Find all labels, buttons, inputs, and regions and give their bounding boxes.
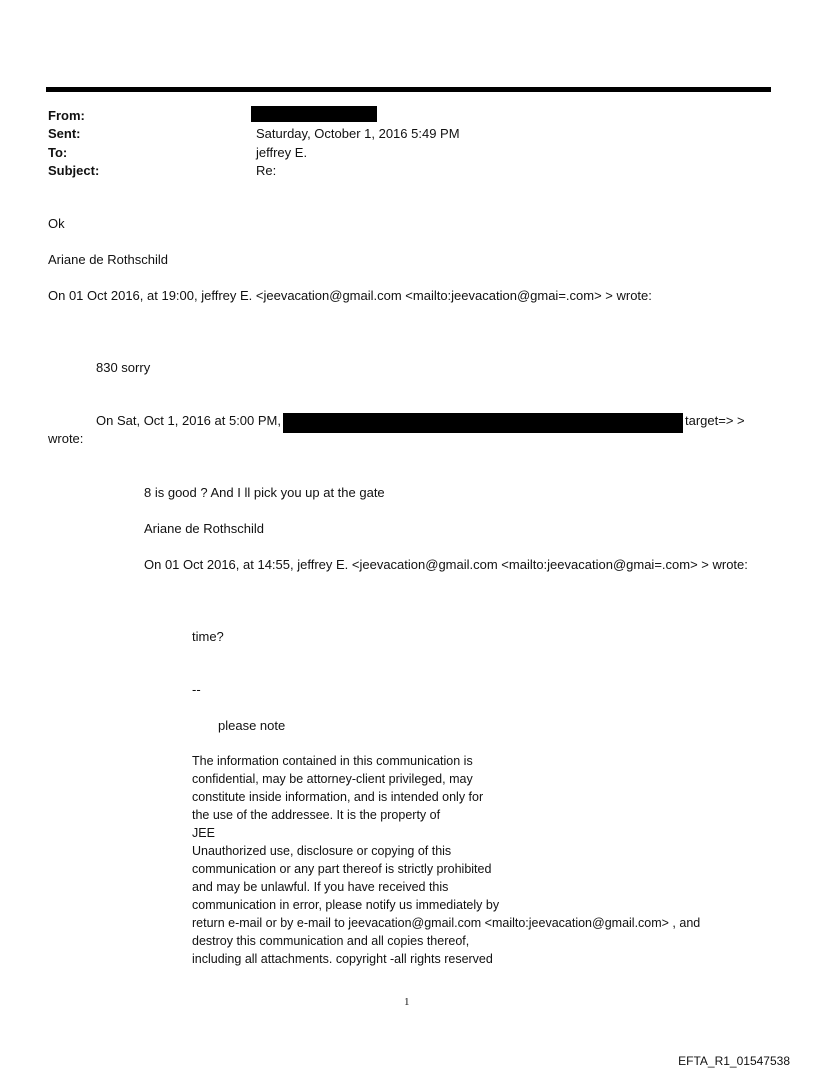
to-value: jeffrey E. [256, 145, 308, 160]
signature-1: Ariane de Rothschild [48, 252, 168, 267]
header-rule [46, 87, 771, 92]
to-label: To: [48, 145, 68, 160]
please-note: please note [218, 718, 286, 733]
confidentiality-disclaimer [192, 752, 700, 968]
disclaimer-line: communication or any part thereof is strictly prohibited [192, 862, 492, 876]
quote-header-1: On 01 Oct 2016, at 19:00, jeffrey E. <jeevacation@gmail.com <mailto:jeevacation@gmai=.com> > wrote: [48, 288, 652, 303]
subject-label: Subject: [48, 163, 100, 178]
disclaimer-line: Unauthorized use, disclosure or copying of this [192, 844, 452, 858]
disclaimer-line: and may be unlawful. If you have received this [192, 880, 449, 894]
message-830: 830 sorry [96, 360, 151, 375]
reply-text: Ok [48, 216, 65, 231]
disclaimer-line: confidential, may be attorney-client privileged, may [192, 772, 473, 786]
redacted-address [283, 413, 683, 433]
redacted-sender [251, 106, 377, 122]
subject-value: Re: [256, 163, 277, 178]
sent-label: Sent: [48, 126, 81, 141]
signature-2: Ariane de Rothschild [144, 521, 264, 536]
message-time: time? [192, 629, 224, 644]
from-label: From: [48, 108, 85, 123]
page-number: 1 [404, 996, 410, 1008]
message-8-is-good: 8 is good ? And I ll pick you up at the gate [144, 485, 385, 500]
disclaimer-line: communication in error, please notify us immediately by [192, 898, 500, 912]
disclaimer-line: return e-mail or by e-mail to jeevacation@gmail.com <mailto:jeevacation@gmail.com> , and [192, 916, 701, 930]
disclaimer-line: JEE [192, 826, 215, 840]
disclaimer-line: including all attachments. copyright -all rights reserved [192, 952, 493, 966]
disclaimer-line: destroy this communication and all copies thereof, [192, 934, 470, 948]
disclaimer-line: The information contained in this communication is [192, 754, 473, 768]
quote-header-2-wrote: wrote: [48, 431, 84, 446]
disclaimer-line: constitute inside information, and is intended only for [192, 790, 484, 804]
quote-header-2-start: On Sat, Oct 1, 2016 at 5:00 PM, [96, 413, 281, 428]
signature-separator: -- [192, 682, 201, 697]
sent-value: Saturday, October 1, 2016 5:49 PM [256, 126, 460, 141]
disclaimer-line: the use of the addressee. It is the property of [192, 808, 441, 822]
quote-header-2-end: target=> > [685, 413, 745, 428]
document-id: EFTA_R1_01547538 [678, 1054, 790, 1068]
quote-header-3: On 01 Oct 2016, at 14:55, jeffrey E. <jeevacation@gmail.com <mailto:jeevacation@gmai=.com> > wrote: [144, 557, 748, 572]
